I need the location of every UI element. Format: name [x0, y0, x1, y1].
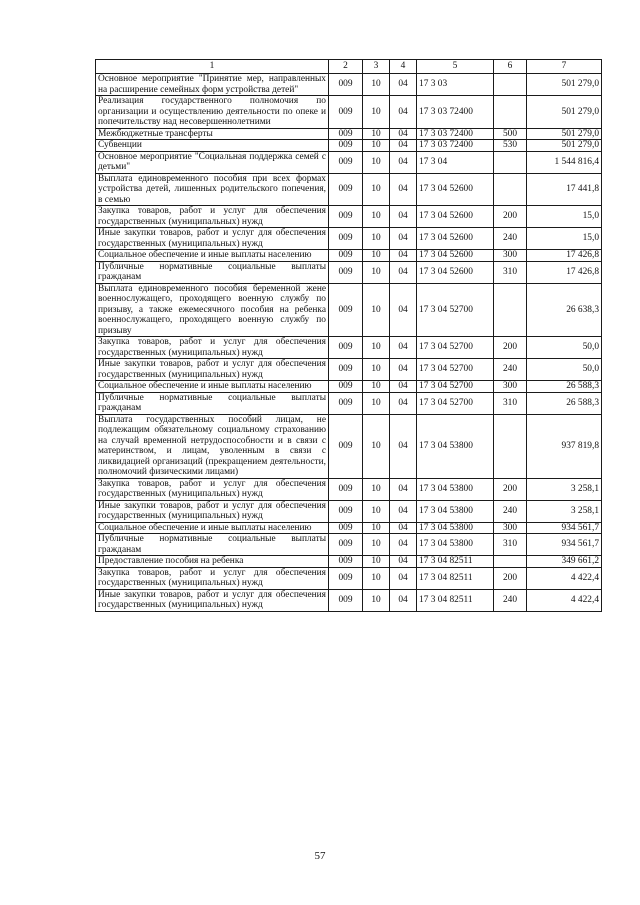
cell-name: Публичные нормативные социальные выплаты гражданам: [96, 261, 329, 283]
cell-target-article: 17 3 04 53800: [417, 500, 494, 522]
cell-ministry-code: 009: [329, 381, 363, 393]
cell-section: 10: [363, 567, 390, 589]
cell-expense-type: 240: [494, 589, 527, 611]
table-row: [96, 414, 602, 478]
cell-target-article: 17 3 04 82511: [417, 556, 494, 568]
cell-ministry-code: 009: [329, 283, 363, 337]
cell-ministry-code: 009: [329, 478, 363, 500]
cell-amount: 15,0: [527, 206, 602, 228]
cell-section: 10: [363, 283, 390, 337]
cell-ministry-code: 009: [329, 567, 363, 589]
cell-expense-type: 500: [494, 128, 527, 140]
cell-subsection: 04: [390, 478, 417, 500]
cell-name: Выплата государственных пособий лицам, не подлежащим обязательному социальному страхованию на случай временной нетрудоспособности и в связи с материнством, и лицам, уволенным в связи с ликвидацией организаций (прекращением деятельности, полномочий физическими лицами): [96, 414, 329, 478]
table-row: [96, 74, 602, 96]
cell-target-article: 17 3 04 52600: [417, 250, 494, 262]
header-col-6: 6: [494, 60, 527, 74]
cell-name: Публичные нормативные социальные выплаты гражданам: [96, 534, 329, 556]
cell-target-article: 17 3 03 72400: [417, 140, 494, 152]
cell-name: Социальное обеспечение и иные выплаты населению: [96, 522, 329, 534]
cell-subsection: 04: [390, 381, 417, 393]
cell-target-article: 17 3 04 52700: [417, 392, 494, 414]
cell-subsection: 04: [390, 522, 417, 534]
cell-amount: 501 279,0: [527, 74, 602, 96]
cell-target-article: 17 3 03: [417, 74, 494, 96]
cell-expense-type: 300: [494, 522, 527, 534]
cell-subsection: 04: [390, 392, 417, 414]
cell-subsection: 04: [390, 173, 417, 206]
cell-section: 10: [363, 173, 390, 206]
cell-name: Выплата единовременного пособия при всех формах устройства детей, лишенных родительского попечения, в семью: [96, 173, 329, 206]
table-row: [96, 250, 602, 262]
cell-ministry-code: 009: [329, 151, 363, 173]
cell-section: 10: [363, 534, 390, 556]
cell-section: 10: [363, 392, 390, 414]
cell-target-article: 17 3 04 52700: [417, 337, 494, 359]
cell-subsection: 04: [390, 337, 417, 359]
cell-target-article: 17 3 04 52600: [417, 206, 494, 228]
cell-ministry-code: 009: [329, 74, 363, 96]
cell-target-article: 17 3 04 82511: [417, 589, 494, 611]
cell-section: 10: [363, 359, 390, 381]
cell-section: 10: [363, 128, 390, 140]
cell-expense-type: 240: [494, 228, 527, 250]
cell-ministry-code: 009: [329, 228, 363, 250]
cell-amount: 3 258,1: [527, 478, 602, 500]
cell-expense-type: [494, 151, 527, 173]
cell-section: 10: [363, 74, 390, 96]
cell-subsection: 04: [390, 589, 417, 611]
cell-amount: 349 661,2: [527, 556, 602, 568]
cell-name: Межбюджетные трансферты: [96, 128, 329, 140]
cell-name: Социальное обеспечение и иные выплаты населению: [96, 250, 329, 262]
cell-amount: 1 544 816,4: [527, 151, 602, 173]
table-row: [96, 567, 602, 589]
cell-name: Основное мероприятие "Принятие мер, направленных на расширение семейных форм устройства детей": [96, 74, 329, 96]
cell-ministry-code: 009: [329, 173, 363, 206]
table-row: [96, 206, 602, 228]
cell-name: Основное мероприятие "Социальная поддержка семей с детьми": [96, 151, 329, 173]
cell-target-article: 17 3 04 82511: [417, 567, 494, 589]
table-row: [96, 173, 602, 206]
cell-expense-type: [494, 414, 527, 478]
cell-expense-type: 200: [494, 337, 527, 359]
cell-amount: 501 279,0: [527, 128, 602, 140]
cell-ministry-code: 009: [329, 261, 363, 283]
cell-name: Иные закупки товаров, работ и услуг для обеспечения государственных (муниципальных) нужд: [96, 589, 329, 611]
cell-target-article: 17 3 04: [417, 151, 494, 173]
cell-subsection: 04: [390, 250, 417, 262]
cell-ministry-code: 009: [329, 359, 363, 381]
cell-target-article: 17 3 04 52700: [417, 381, 494, 393]
cell-amount: 17 426,8: [527, 261, 602, 283]
cell-subsection: 04: [390, 74, 417, 96]
cell-ministry-code: 009: [329, 128, 363, 140]
cell-amount: 50,0: [527, 337, 602, 359]
cell-name: Выплата единовременного пособия беременной жене военнослужащего, проходящего военную службу по призыву, а также ежемесячного пособия на ребенка военнослужащего, проходящего военную службу по призыву: [96, 283, 329, 337]
cell-target-article: 17 3 04 53800: [417, 414, 494, 478]
cell-expense-type: 200: [494, 567, 527, 589]
cell-expense-type: [494, 173, 527, 206]
cell-name: Социальное обеспечение и иные выплаты населению: [96, 381, 329, 393]
cell-subsection: 04: [390, 261, 417, 283]
cell-target-article: 17 3 04 52600: [417, 261, 494, 283]
cell-target-article: 17 3 04 52600: [417, 173, 494, 206]
cell-ministry-code: 009: [329, 206, 363, 228]
cell-target-article: 17 3 03 72400: [417, 128, 494, 140]
table-row: [96, 556, 602, 568]
table-header-row: [96, 60, 602, 74]
cell-section: 10: [363, 206, 390, 228]
cell-section: 10: [363, 337, 390, 359]
cell-ministry-code: 009: [329, 534, 363, 556]
cell-amount: 17 426,8: [527, 250, 602, 262]
table-row: [96, 96, 602, 129]
cell-expense-type: [494, 556, 527, 568]
cell-amount: 501 279,0: [527, 140, 602, 152]
cell-name: Закупка товаров, работ и услуг для обеспечения государственных (муниципальных) нужд: [96, 567, 329, 589]
cell-amount: 26 638,3: [527, 283, 602, 337]
table-row: [96, 228, 602, 250]
cell-ministry-code: 009: [329, 96, 363, 129]
header-col-1: 1: [96, 60, 329, 74]
cell-section: 10: [363, 250, 390, 262]
cell-subsection: 04: [390, 500, 417, 522]
cell-section: 10: [363, 140, 390, 152]
cell-name: Закупка товаров, работ и услуг для обеспечения государственных (муниципальных) нужд: [96, 206, 329, 228]
cell-section: 10: [363, 96, 390, 129]
cell-subsection: 04: [390, 128, 417, 140]
table-row: [96, 261, 602, 283]
cell-section: 10: [363, 381, 390, 393]
cell-subsection: 04: [390, 140, 417, 152]
cell-target-article: 17 3 04 53800: [417, 522, 494, 534]
cell-ministry-code: 009: [329, 556, 363, 568]
cell-section: 10: [363, 414, 390, 478]
cell-name: Субвенции: [96, 140, 329, 152]
cell-target-article: 17 3 03 72400: [417, 96, 494, 129]
cell-amount: 4 422,4: [527, 567, 602, 589]
table-row: [96, 381, 602, 393]
budget-table: [95, 59, 602, 612]
cell-expense-type: 310: [494, 534, 527, 556]
cell-expense-type: 240: [494, 359, 527, 381]
cell-expense-type: [494, 96, 527, 129]
table-body: [96, 74, 602, 612]
cell-subsection: 04: [390, 359, 417, 381]
cell-subsection: 04: [390, 534, 417, 556]
table-row: [96, 392, 602, 414]
cell-subsection: 04: [390, 96, 417, 129]
cell-expense-type: 200: [494, 478, 527, 500]
cell-ministry-code: 009: [329, 337, 363, 359]
header-col-5: 5: [417, 60, 494, 74]
header-col-4: 4: [390, 60, 417, 74]
cell-expense-type: 300: [494, 250, 527, 262]
table-row: [96, 534, 602, 556]
cell-amount: 934 561,7: [527, 522, 602, 534]
cell-ministry-code: 009: [329, 140, 363, 152]
cell-ministry-code: 009: [329, 500, 363, 522]
cell-ministry-code: 009: [329, 522, 363, 534]
cell-target-article: 17 3 04 52600: [417, 228, 494, 250]
table-row: [96, 522, 602, 534]
cell-section: 10: [363, 500, 390, 522]
cell-amount: 15,0: [527, 228, 602, 250]
cell-amount: 934 561,7: [527, 534, 602, 556]
table-row: [96, 478, 602, 500]
cell-name: Иные закупки товаров, работ и услуг для обеспечения государственных (муниципальных) нужд: [96, 500, 329, 522]
cell-name: Реализация государственного полномочия по организации и осуществлению деятельности по опеке и попечительству над несовершеннолетними: [96, 96, 329, 129]
table-row: [96, 140, 602, 152]
cell-section: 10: [363, 261, 390, 283]
cell-expense-type: 200: [494, 206, 527, 228]
cell-target-article: 17 3 04 52700: [417, 283, 494, 337]
table-row: [96, 337, 602, 359]
cell-subsection: 04: [390, 283, 417, 337]
table-row: [96, 151, 602, 173]
cell-section: 10: [363, 151, 390, 173]
cell-ministry-code: 009: [329, 250, 363, 262]
cell-amount: 4 422,4: [527, 589, 602, 611]
cell-ministry-code: 009: [329, 414, 363, 478]
cell-expense-type: 530: [494, 140, 527, 152]
cell-name: Закупка товаров, работ и услуг для обеспечения государственных (муниципальных) нужд: [96, 337, 329, 359]
table-row: [96, 500, 602, 522]
table-row: [96, 589, 602, 611]
cell-expense-type: 310: [494, 392, 527, 414]
cell-target-article: 17 3 04 53800: [417, 478, 494, 500]
cell-name: Иные закупки товаров, работ и услуг для обеспечения государственных (муниципальных) нужд: [96, 359, 329, 381]
cell-name: Закупка товаров, работ и услуг для обеспечения государственных (муниципальных) нужд: [96, 478, 329, 500]
cell-section: 10: [363, 556, 390, 568]
cell-amount: 26 588,3: [527, 381, 602, 393]
cell-subsection: 04: [390, 151, 417, 173]
cell-amount: 937 819,8: [527, 414, 602, 478]
cell-target-article: 17 3 04 52700: [417, 359, 494, 381]
cell-subsection: 04: [390, 567, 417, 589]
cell-amount: 17 441,8: [527, 173, 602, 206]
header-col-3: 3: [363, 60, 390, 74]
cell-subsection: 04: [390, 556, 417, 568]
cell-target-article: 17 3 04 53800: [417, 534, 494, 556]
cell-section: 10: [363, 522, 390, 534]
cell-expense-type: 310: [494, 261, 527, 283]
table-row: [96, 359, 602, 381]
cell-amount: 50,0: [527, 359, 602, 381]
cell-expense-type: [494, 283, 527, 337]
cell-ministry-code: 009: [329, 392, 363, 414]
cell-expense-type: 300: [494, 381, 527, 393]
cell-section: 10: [363, 228, 390, 250]
cell-expense-type: [494, 74, 527, 96]
cell-name: Иные закупки товаров, работ и услуг для обеспечения государственных (муниципальных) нужд: [96, 228, 329, 250]
table-row: [96, 283, 602, 337]
cell-section: 10: [363, 478, 390, 500]
cell-ministry-code: 009: [329, 589, 363, 611]
table-row: [96, 128, 602, 140]
cell-amount: 26 588,3: [527, 392, 602, 414]
cell-amount: 3 258,1: [527, 500, 602, 522]
cell-expense-type: 240: [494, 500, 527, 522]
header-col-7: 7: [527, 60, 602, 74]
cell-subsection: 04: [390, 206, 417, 228]
cell-section: 10: [363, 589, 390, 611]
cell-amount: 501 279,0: [527, 96, 602, 129]
cell-name: Публичные нормативные социальные выплаты гражданам: [96, 392, 329, 414]
cell-name: Предоставление пособия на ребенка: [96, 556, 329, 568]
page-number: 57: [314, 850, 326, 862]
cell-subsection: 04: [390, 228, 417, 250]
cell-subsection: 04: [390, 414, 417, 478]
header-col-2: 2: [329, 60, 363, 74]
